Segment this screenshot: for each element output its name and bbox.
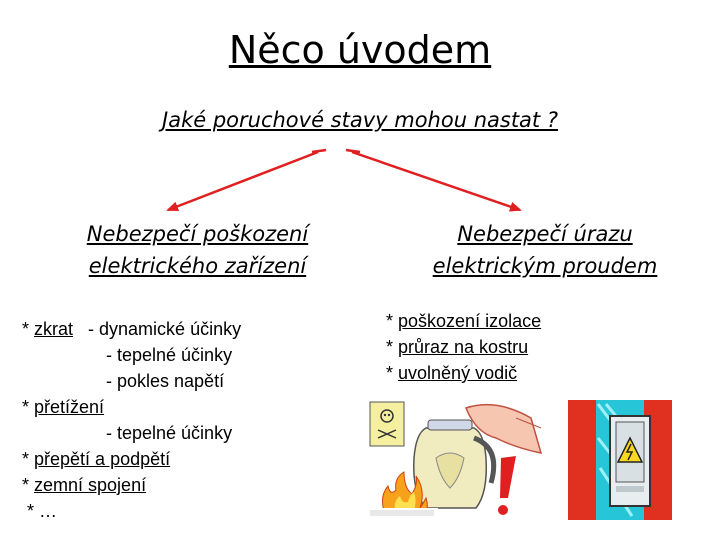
list-item: * průraz na kostru bbox=[386, 337, 529, 357]
list-item: * přetížení bbox=[22, 397, 105, 417]
list-item: * … bbox=[22, 501, 58, 521]
right-branch-line2: elektrickým proudem bbox=[432, 254, 658, 278]
kettle-fire-illustration bbox=[366, 398, 546, 522]
list-item: * poškození izolace bbox=[386, 311, 542, 331]
list-item: - tepelné účinky bbox=[106, 345, 233, 365]
page-title: Něco úvodem bbox=[228, 28, 492, 72]
left-branch-line2: elektrického zařízení bbox=[88, 254, 307, 278]
electrical-cabinet-illustration bbox=[566, 398, 674, 522]
list-item: * zkrat - dynamické účinky bbox=[22, 319, 242, 339]
right-branch-heading bbox=[385, 218, 705, 282]
list-item: - pokles napětí bbox=[106, 371, 225, 391]
list-item: - tepelné účinky bbox=[106, 423, 233, 443]
left-cause-list bbox=[22, 316, 241, 524]
arrow-left bbox=[168, 152, 318, 210]
question-heading: Jaké poruchové stavy mohou nastat ? bbox=[162, 108, 558, 132]
arrow-right bbox=[352, 152, 520, 210]
right-branch-line1: Nebezpečí úrazu bbox=[457, 222, 633, 246]
list-item: * přepětí a podpětí bbox=[22, 449, 171, 469]
left-branch-heading bbox=[30, 218, 365, 282]
right-cause-list bbox=[386, 308, 541, 386]
left-branch-line1: Nebezpečí poškození bbox=[86, 222, 309, 246]
list-item: * uvolněný vodič bbox=[386, 363, 518, 383]
list-item: * zemní spojení bbox=[22, 475, 147, 495]
